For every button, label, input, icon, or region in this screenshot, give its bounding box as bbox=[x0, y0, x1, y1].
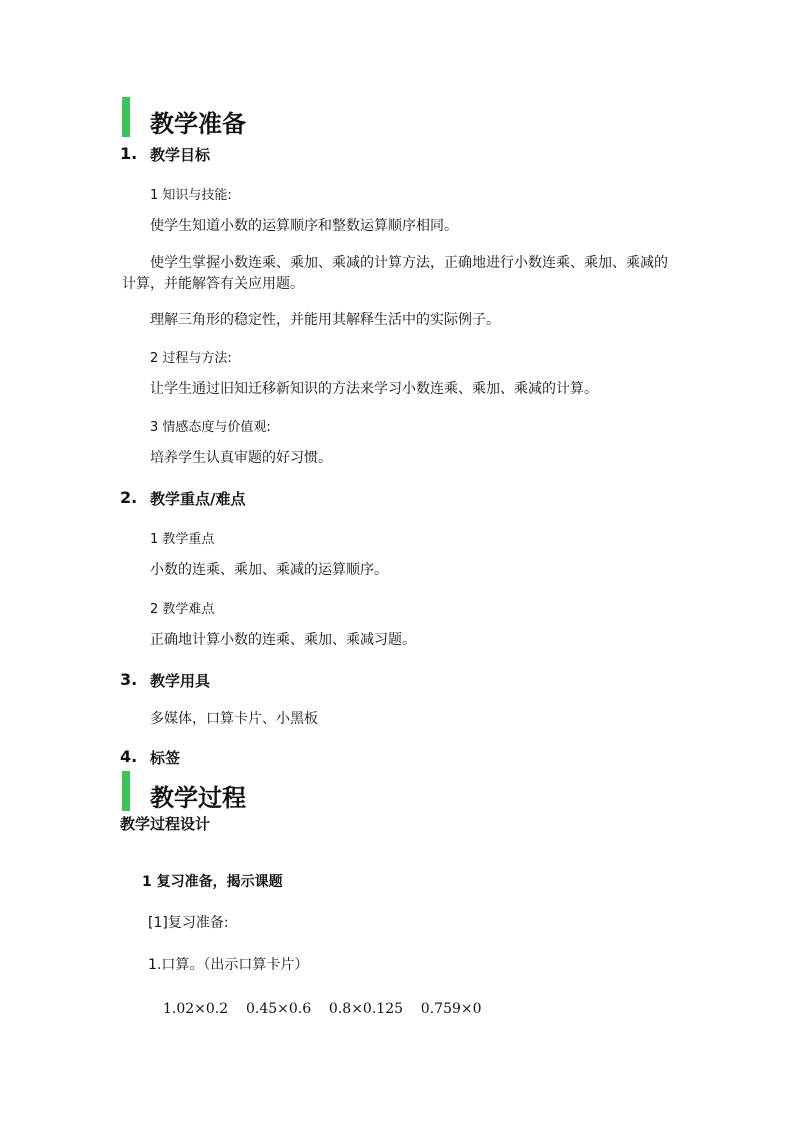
goal-1-paragraph-1: 使学生知道小数的运算顺序和整数运算顺序相同。 bbox=[150, 218, 458, 234]
oral-calculation-problems: 1.02×0.2 0.45×0.6 0.8×0.125 0.759×0 bbox=[163, 1001, 482, 1017]
heading-number-3: 3. bbox=[120, 670, 138, 689]
key-point-text: 小数的连乘、乘加、乘减的运算顺序。 bbox=[150, 562, 388, 578]
heading-tags: 标签 bbox=[150, 749, 181, 767]
process-design-title: 教学过程设计 bbox=[120, 815, 211, 833]
heading-key-difficult-points: 教学重点/难点 bbox=[150, 490, 246, 508]
step-1-subtitle: [1]复习准备: bbox=[148, 915, 229, 931]
heading-teaching-tools: 教学用具 bbox=[150, 672, 211, 690]
step-1-title: 1 复习准备，揭示课题 bbox=[142, 874, 283, 890]
teaching-tools-text: 多媒体，口算卡片、小黑板 bbox=[150, 711, 318, 727]
section-title-prep: 教学准备 bbox=[150, 110, 246, 138]
goal-1-label: 1 知识与技能: bbox=[150, 188, 232, 203]
goal-3-label: 3 情感态度与价值观: bbox=[150, 420, 271, 435]
goal-1-paragraph-2-line-1: 使学生掌握小数连乘、乘加、乘减的计算方法，正确地进行小数连乘、乘加、乘减的 bbox=[150, 255, 668, 271]
difficult-point-text: 正确地计算小数的连乘、乘加、乘减习题。 bbox=[150, 632, 416, 648]
heading-teaching-goals: 教学目标 bbox=[150, 146, 211, 164]
section-marker-bar bbox=[122, 97, 130, 137]
goal-2-label: 2 过程与方法: bbox=[150, 351, 232, 366]
heading-number-4: 4. bbox=[120, 747, 138, 766]
key-point-label: 1 教学重点 bbox=[150, 532, 215, 547]
goal-1-paragraph-2-line-2: 计算，并能解答有关应用题。 bbox=[122, 276, 304, 292]
goal-1-paragraph-3: 理解三角形的稳定性，并能用其解释生活中的实际例子。 bbox=[150, 312, 500, 328]
section-marker-bar bbox=[122, 771, 130, 811]
heading-number-2: 2. bbox=[120, 488, 138, 507]
goal-3-paragraph-1: 培养学生认真审题的好习惯。 bbox=[150, 450, 332, 466]
goal-2-paragraph-1: 让学生通过旧知迁移新知识的方法来学习小数连乘、乘加、乘减的计算。 bbox=[150, 381, 598, 397]
oral-calculation-heading: 1.口算。（出示口算卡片） bbox=[148, 957, 309, 973]
heading-number-1: 1. bbox=[120, 144, 138, 163]
difficult-point-label: 2 教学难点 bbox=[150, 602, 215, 617]
section-title-process: 教学过程 bbox=[150, 784, 246, 812]
